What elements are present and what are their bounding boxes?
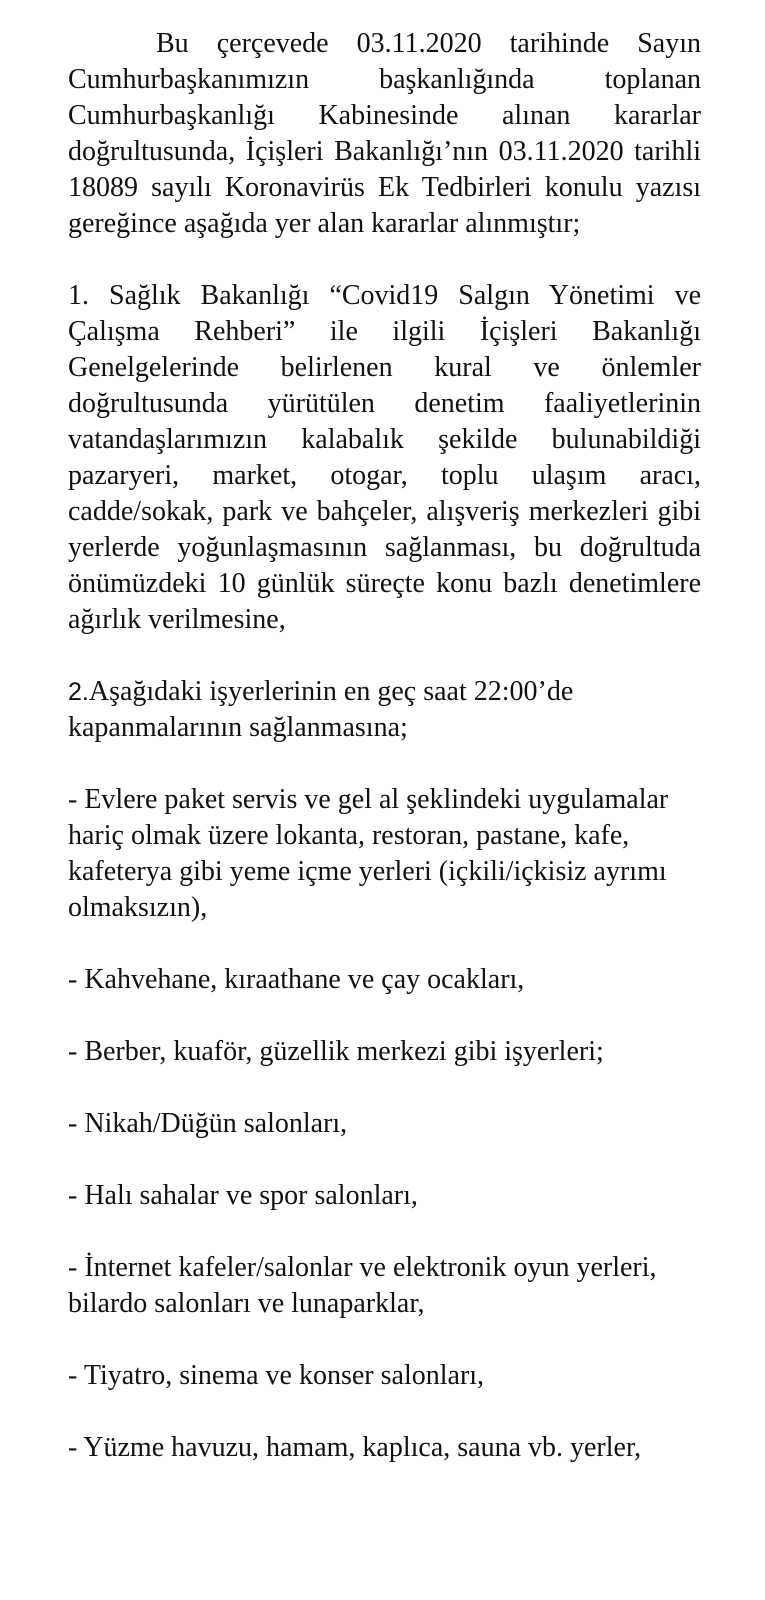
list-item-food-venues: - Evlere paket servis ve gel al şeklindeki uygulamalar hariç olmak üzere lokanta, restoran, pastane, kafe, kafeterya gibi yeme içme yerleri (içkili/içkisiz ayrımı olmaksızın), xyxy=(68,784,669,923)
intro-paragraph: Bu çerçevede 03.11.2020 tarihinde Sayın Cumhurbaşkanımızın başkanlığında toplanan Cumhurbaşkanlığı Kabinesinde alınan kararlar doğrultusunda, İçişleri Bakanlığı’nın 03.11.2020 tarihli 18089 sayılı Koronavirüs Ek Tedbirleri konulu yazısı gereğince aşağıda yer alan kararlar alınmıştır; xyxy=(68,28,701,239)
list-item-internet-cafes: - İnternet kafeler/salonlar ve elektronik oyun yerleri, bilardo salonları ve lunaparklar, xyxy=(68,1252,657,1319)
list-item-pools: - Yüzme havuzu, hamam, kaplıca, sauna vb. yerler, xyxy=(68,1432,642,1463)
decision-1-paragraph: 1. Sağlık Bakanlığı “Covid19 Salgın Yönetimi ve Çalışma Rehberi” ile ilgili İçişleri Bakanlığı Genelgelerinde belirlenen kural ve önlemler doğrultusunda yürütülen denetim faaliyetlerinin vatandaşlarımızın kalabalık şekilde bulunabildiği pazaryeri, market, otogar, toplu ulaşım aracı, cadde/sokak, park ve bahçeler, alışveriş merkezleri gibi yerlerde yoğunlaşmasının sağlanması, bu doğrultuda önümüzdeki 10 günlük süreçte konu bazlı denetimlere ağırlık verilmesine, xyxy=(68,280,701,635)
list-item-wedding-halls: - Nikah/Düğün salonları, xyxy=(68,1108,348,1139)
list-item-coffeehouses: - Kahvehane, kıraathane ve çay ocakları, xyxy=(68,964,525,995)
list-item-barbers: - Berber, kuaför, güzellik merkezi gibi işyerleri; xyxy=(68,1036,604,1067)
decision-2-number: 2. xyxy=(68,678,89,706)
list-item-sports-halls: - Halı sahalar ve spor salonları, xyxy=(68,1180,418,1211)
decision-2-text: Aşağıdaki işyerlerinin en geç saat 22:00’de kapanmalarının sağlanmasına; xyxy=(68,676,574,743)
list-item-theatres: - Tiyatro, sinema ve konser salonları, xyxy=(68,1360,485,1391)
decision-2-paragraph xyxy=(68,674,701,746)
